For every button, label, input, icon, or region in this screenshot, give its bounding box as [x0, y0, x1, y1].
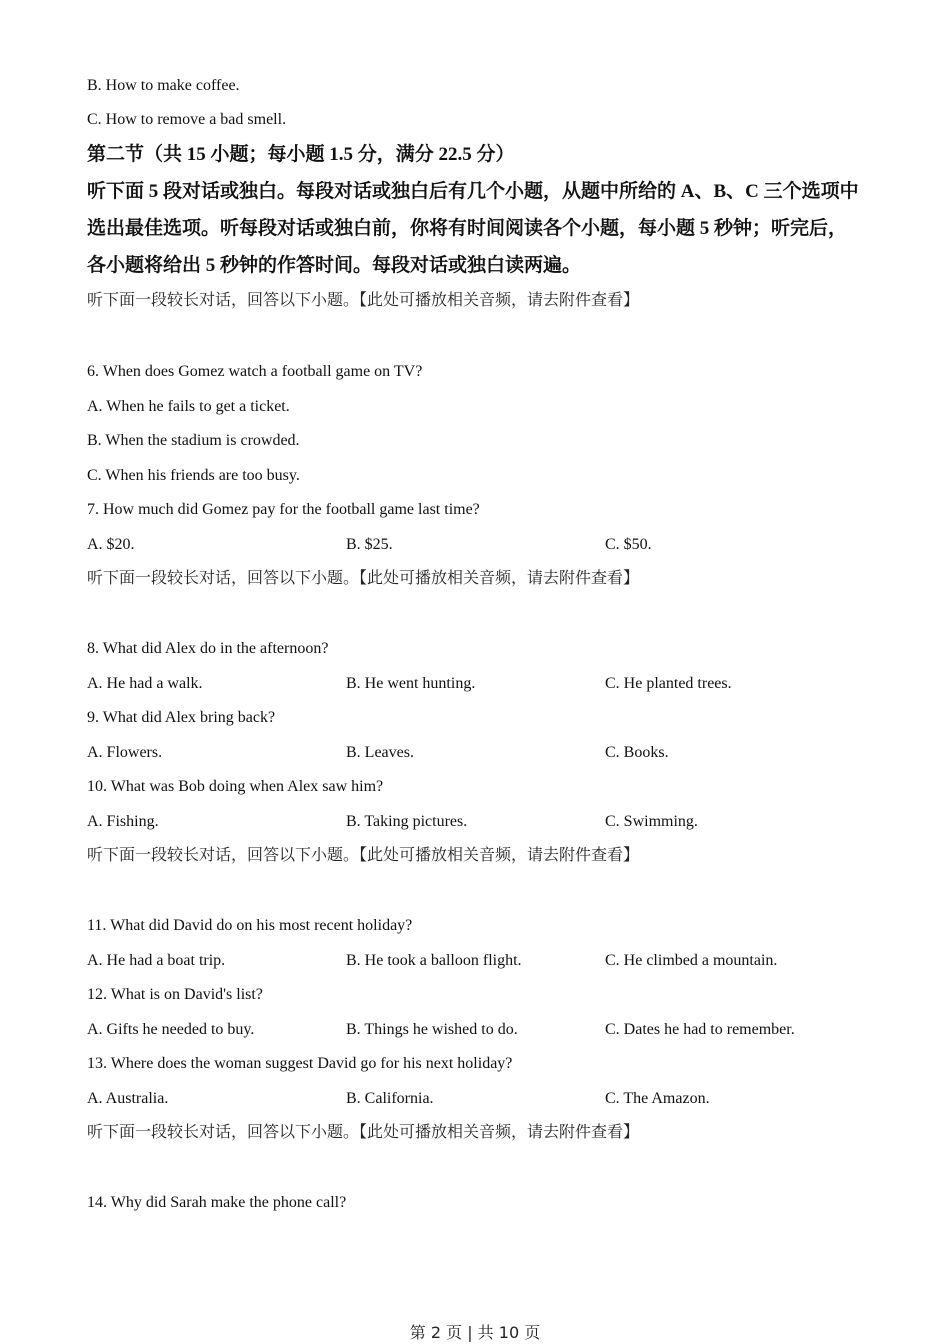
question-6: 6. When does Gomez watch a football game on TV?	[87, 363, 423, 380]
question-11: 11. What did David do on his most recent holiday?	[87, 917, 413, 934]
question-13: 13. Where does the woman suggest David go for his next holiday?	[87, 1055, 513, 1072]
option-a: A. Gifts he needed to buy.	[87, 1021, 255, 1038]
option-b: B. Leaves.	[346, 744, 414, 761]
option-b: B. California.	[346, 1090, 434, 1107]
audio-note: 听下面一段较长对话，回答以下小题。【此处可播放相关音频，请去附件查看】	[87, 847, 640, 864]
instruction-line: 选出最佳选项。听每段对话或独白前，你将有时间阅读各个小题，每小题 5 秒钟；听完后，	[87, 218, 848, 239]
question-6-option-c: C. When his friends are too busy.	[87, 467, 300, 484]
question-9-options	[87, 743, 887, 763]
question-8-options	[87, 674, 887, 694]
option-c: C. Books.	[605, 744, 669, 761]
question-12-options	[87, 1020, 887, 1040]
question-6-option-a: A. When he fails to get a ticket.	[87, 398, 290, 415]
option-a: A. He had a walk.	[87, 675, 203, 692]
audio-note: 听下面一段较长对话，回答以下小题。【此处可播放相关音频，请去附件查看】	[87, 1124, 640, 1141]
option-c: C. He planted trees.	[605, 675, 732, 692]
option-c: C. He climbed a mountain.	[605, 952, 778, 969]
question-10: 10. What was Bob doing when Alex saw him?	[87, 778, 384, 795]
option-a: A. $20.	[87, 536, 135, 553]
option-a: A. Australia.	[87, 1090, 169, 1107]
question-9: 9. What did Alex bring back?	[87, 709, 276, 726]
question-7-options	[87, 535, 887, 555]
option-b: B. He went hunting.	[346, 675, 476, 692]
option-b: B. Taking pictures.	[346, 813, 468, 830]
question-12: 12. What is on David's list?	[87, 986, 263, 1003]
option-c: C. The Amazon.	[605, 1090, 710, 1107]
option-c: C. Swimming.	[605, 813, 698, 830]
question-7: 7. How much did Gomez pay for the football game last time?	[87, 501, 480, 518]
option-b: B. $25.	[346, 536, 393, 553]
question-13-options	[87, 1089, 887, 1109]
option-line: C. How to remove a bad smell.	[87, 111, 287, 128]
option-b: B. Things he wished to do.	[346, 1021, 518, 1038]
audio-note: 听下面一段较长对话，回答以下小题。【此处可播放相关音频，请去附件查看】	[87, 570, 640, 587]
option-line: B. How to make coffee.	[87, 77, 240, 94]
question-8: 8. What did Alex do in the afternoon?	[87, 640, 329, 657]
option-b: B. He took a balloon flight.	[346, 952, 522, 969]
question-14: 14. Why did Sarah make the phone call?	[87, 1194, 347, 1211]
question-11-options	[87, 951, 887, 971]
option-a: A. He had a boat trip.	[87, 952, 226, 969]
page-footer: 第 2 页 | 共 10 页	[409, 1323, 541, 1342]
instruction-line: 听下面 5 段对话或独白。每段对话或独白后有几个小题，从题中所给的 A、B、C 三个选项中	[87, 181, 859, 202]
audio-note: 听下面一段较长对话，回答以下小题。【此处可播放相关音频，请去附件查看】	[87, 292, 640, 309]
instruction-line: 各小题将给出 5 秒钟的作答时间。每段对话或独白读两遍。	[87, 255, 582, 276]
question-6-option-b: B. When the stadium is crowded.	[87, 432, 300, 449]
option-c: C. Dates he had to remember.	[605, 1021, 795, 1038]
option-a: A. Flowers.	[87, 744, 163, 761]
section-heading: 第二节（共 15 小题；每小题 1.5 分，满分 22.5 分）	[87, 144, 515, 165]
option-c: C. $50.	[605, 536, 652, 553]
option-a: A. Fishing.	[87, 813, 159, 830]
question-10-options	[87, 812, 887, 832]
